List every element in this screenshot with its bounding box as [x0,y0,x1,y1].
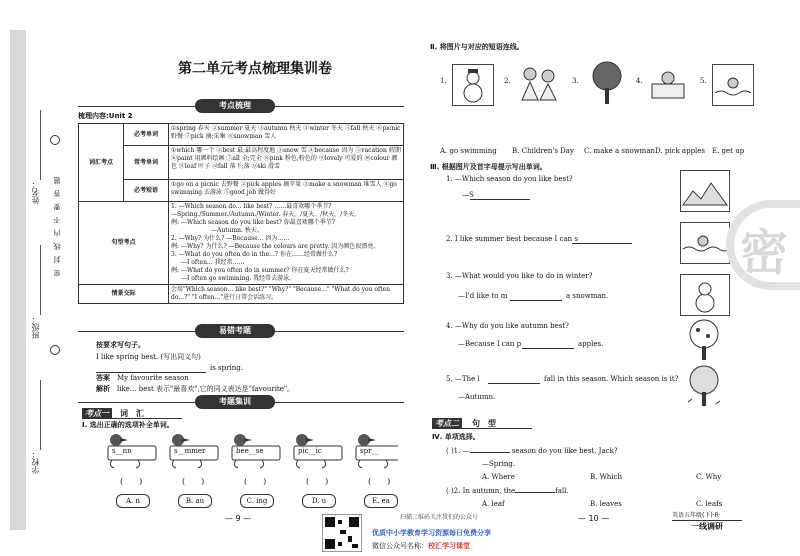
sentence-line: 例: —What do you often do in summer? 你在夏天经常做什么? [171,267,349,274]
school-line [40,380,41,450]
answer-blank[interactable] [522,348,574,349]
item-question: —Why do you like autumn best? [454,322,569,330]
phrase-e: E. get up [712,147,745,155]
sentence-line: 例: —Why? 为什么? —Because the colours are pretty. 因为颜色很漂亮。 [171,243,380,250]
pic-num: 3. [572,77,579,85]
school-label: 学校： [31,450,40,474]
mc-stem: season do you like best, Jack? [511,447,618,455]
word-exercise [98,432,398,522]
sentence-label: 句型考点 [79,202,169,285]
mc-opt-b[interactable]: B. leaves [590,500,622,508]
content-label: 梳理内容:Unit 2 [78,112,133,120]
footer-line2-value: 校汇学习课堂 [428,542,470,550]
word-1: s__nn [112,447,132,455]
item-answer: —I'd like to m [458,292,508,300]
answer-blank[interactable] [515,492,555,493]
mc-stem: fall. [555,487,569,495]
word-4: pic__ic [298,447,322,455]
q3-title: Ⅲ. 根据图片及首字母提示写出单词。 [430,163,547,171]
sentence-line: —Spring./Summer./Autumn./Winter. 春天。/夏天。/秋天。/冬天。 [171,211,361,218]
mc-num: ( )1. — [446,447,470,455]
phrase-d: D. pick apples [655,147,706,155]
sentence-line: —I often... 我经常…… [181,259,245,266]
common-words: ①which 哪一个 ②best 最;最高程度地 ③snow 雪 ④because 因为 ⑤vacation 假期 ⑥paint 用颜料绘画 ⑦all 全;完全 ⑧pink 粉色;粉色的 ⑨lovely 可爱的 ⑩colour 颜色 ⑪leaf 叶子 ⑫fall 落下;落 ⑬ski 滑雪 [169,146,404,180]
answer-text: My favourite season [117,374,189,382]
banner-jixun: 考题集训 [195,395,275,409]
item-num: 1. [446,175,453,183]
must-words: ①spring 春天 ②summer 夏天 ③autumn 秋天 ④winter 冬天 ⑤fall 秋天 ⑥picnic 野餐 ⑦pick 摘;采集 ⑧snowman 雪人 [169,124,404,146]
sentence-line: —Autumn. 秋天。 [211,227,263,234]
pic-num: 1. [440,77,447,85]
common-words-label: 常考单词 [124,146,169,180]
pic-children [516,64,562,104]
mc-opt-a[interactable]: A. leaf [482,500,505,508]
sentence-line: 3. —What do you often do in the...? 你在……经常做什么? [171,251,338,258]
binding-strip [0,0,62,556]
mc-opt-c[interactable]: C. Why [696,473,722,481]
pic-leaves [680,364,728,408]
item-question: —The l [454,375,480,383]
item-num: 2. [446,235,453,243]
binding-bar [10,30,26,530]
answer-paren[interactable]: ( ) [182,477,205,486]
pic-num: 5. [700,77,707,85]
item-num: 5. [446,375,453,383]
option-c: C. ing [240,494,274,508]
item-answer: —Because I can p [458,340,522,348]
phrase-b: B. Children's Day [512,147,574,155]
seal-text: 密 封 线 内 不 要 答 题 [53,175,61,277]
mc-opt-b[interactable]: B. Which [590,473,622,481]
err-question: 按要求写句子。 [96,341,145,349]
pic-tree-apples [584,60,630,106]
pic-num: 2. [504,77,511,85]
footer-line2-label: 微信公众号名称： [372,542,428,550]
sentence-line: —I often go swimming. 我经常去游泳。 [181,275,296,282]
pic-winter-scene [680,170,730,212]
picture-row [440,60,770,110]
q2-title: Ⅱ. 将图片与对应的短语连线。 [430,43,524,51]
answer-blank[interactable] [572,243,632,244]
option-a: A. n [116,494,150,508]
page-title: 第二单元考点梳理集训卷 [178,61,332,77]
must-words-label: 必考单词 [124,124,169,146]
footer-series: 英语五年级(下)·R· [672,512,721,519]
footer-brand: 一线调研 [672,520,742,532]
phrase-c: C. make a snowman [584,147,656,155]
phrase-a: A. go swimming [440,147,497,155]
answer-paren[interactable]: ( ) [120,477,143,486]
sentences-cell [169,202,404,285]
banner-kaodian: 考点梳理 [195,99,275,113]
item-num: 3. [446,272,453,280]
item-tail: a snowman. [566,292,609,300]
answer-paren[interactable]: ( ) [244,477,267,486]
q1-title: Ⅰ. 选出正确的选项补全单词。 [82,421,174,429]
name-label: 姓名： [31,180,40,204]
phrases: ①go on a picnic 去野餐 ②pick apples 摘苹果 ③make a snowman 堆雪人 ④go swimming 去游泳 ⑤good job 做得好 [169,180,404,202]
sentence-line: 2. —Why? 为什么? —Because... 因为…… [171,235,290,242]
mc-opt-a[interactable]: A. Where [482,473,515,481]
binding-hole [50,345,60,355]
err-question-text: I like spring best. (写出同义句) [96,353,201,361]
phrases-label: 必考短语 [124,180,169,202]
point1-tag: 考点一 [82,408,112,419]
analysis-label: 解析 [96,385,110,393]
pic-swimming [712,64,754,106]
pic-snowman-scene [680,274,730,316]
page-number-right: — 10 — [578,514,610,523]
err-blank-tail: is spring. [210,364,243,372]
item-question: I like summer best because I can s [454,235,578,243]
binding-hole [50,135,60,145]
point2-title: 句 型 [472,419,496,428]
item-answer: —S [462,191,474,199]
scene: 会用"Which season... like best?" "Why?" "Because..." "What do you often do...?" "I often..."进行日常会话练习。 [169,285,404,304]
class-label: 班级： [31,315,40,339]
mc-num: ( )2. In autumn, the [446,487,516,495]
section-underline [82,418,182,419]
item-num: 4. [446,322,453,330]
item-answer: —Autumn. [458,393,496,401]
mc-opt-c[interactable]: C. leafs [696,500,723,508]
point2-tag: 考点二 [432,418,462,429]
pic-swim-scene [680,222,730,264]
scene-label: 情景交际 [79,285,169,304]
qr-code [322,514,362,552]
answer-label: 答案 [96,374,110,382]
vocab-label: 词汇考点 [79,124,124,202]
banner-yicuo: 易错考题 [195,324,275,338]
answer-blank[interactable] [488,383,540,384]
pic-snowman [452,64,494,106]
word-3: bee__se [236,447,264,455]
footer-line1: 优质中小学教育学习资源每日免费分享 [372,529,491,537]
word-2: s__mmer [174,447,206,455]
item-tail: apples. [578,340,604,348]
point1-title: 词 汇 [120,409,144,418]
sentence-line: 1. —Which season do... like best? ……最喜欢哪个季节? [171,203,332,210]
word-5: spr__ [360,447,379,455]
answer-paren[interactable]: ( ) [368,477,391,486]
class-line [40,245,41,315]
qr-caption: 扫描二维码关注我们的公众号 [400,514,479,521]
option-d: D. u [302,494,336,508]
answer-blank[interactable] [470,199,530,200]
mc-sub: —Spring. [482,460,516,468]
pic-apple-tree [680,318,728,362]
answer-blank[interactable] [470,452,510,453]
name-line [40,110,41,180]
summary-table [78,123,404,304]
item-question-tail: fall in this season. Which season is it? [544,375,679,383]
section-underline [432,428,532,429]
page-number-left: — 9 — [225,514,252,523]
analysis-text: like... best 表示"最喜欢",它的同义表达是"favourite"。 [117,385,295,393]
item-question: —Which season do you like best? [454,175,573,183]
option-b: B. au [178,494,212,508]
q4-title: Ⅳ. 单项选择。 [432,433,480,441]
answer-blank[interactable] [510,300,562,301]
option-e: E. ea [364,494,398,508]
sentence-line: 例: —Which season do you like best? 你最喜欢哪个季节? [171,219,335,226]
watermark-seal: 密 [726,200,800,290]
pic-num: 4. [636,77,643,85]
answer-paren[interactable]: ( ) [306,477,329,486]
item-question: —What would you like to do in winter? [454,272,593,280]
pic-getup [648,64,688,104]
